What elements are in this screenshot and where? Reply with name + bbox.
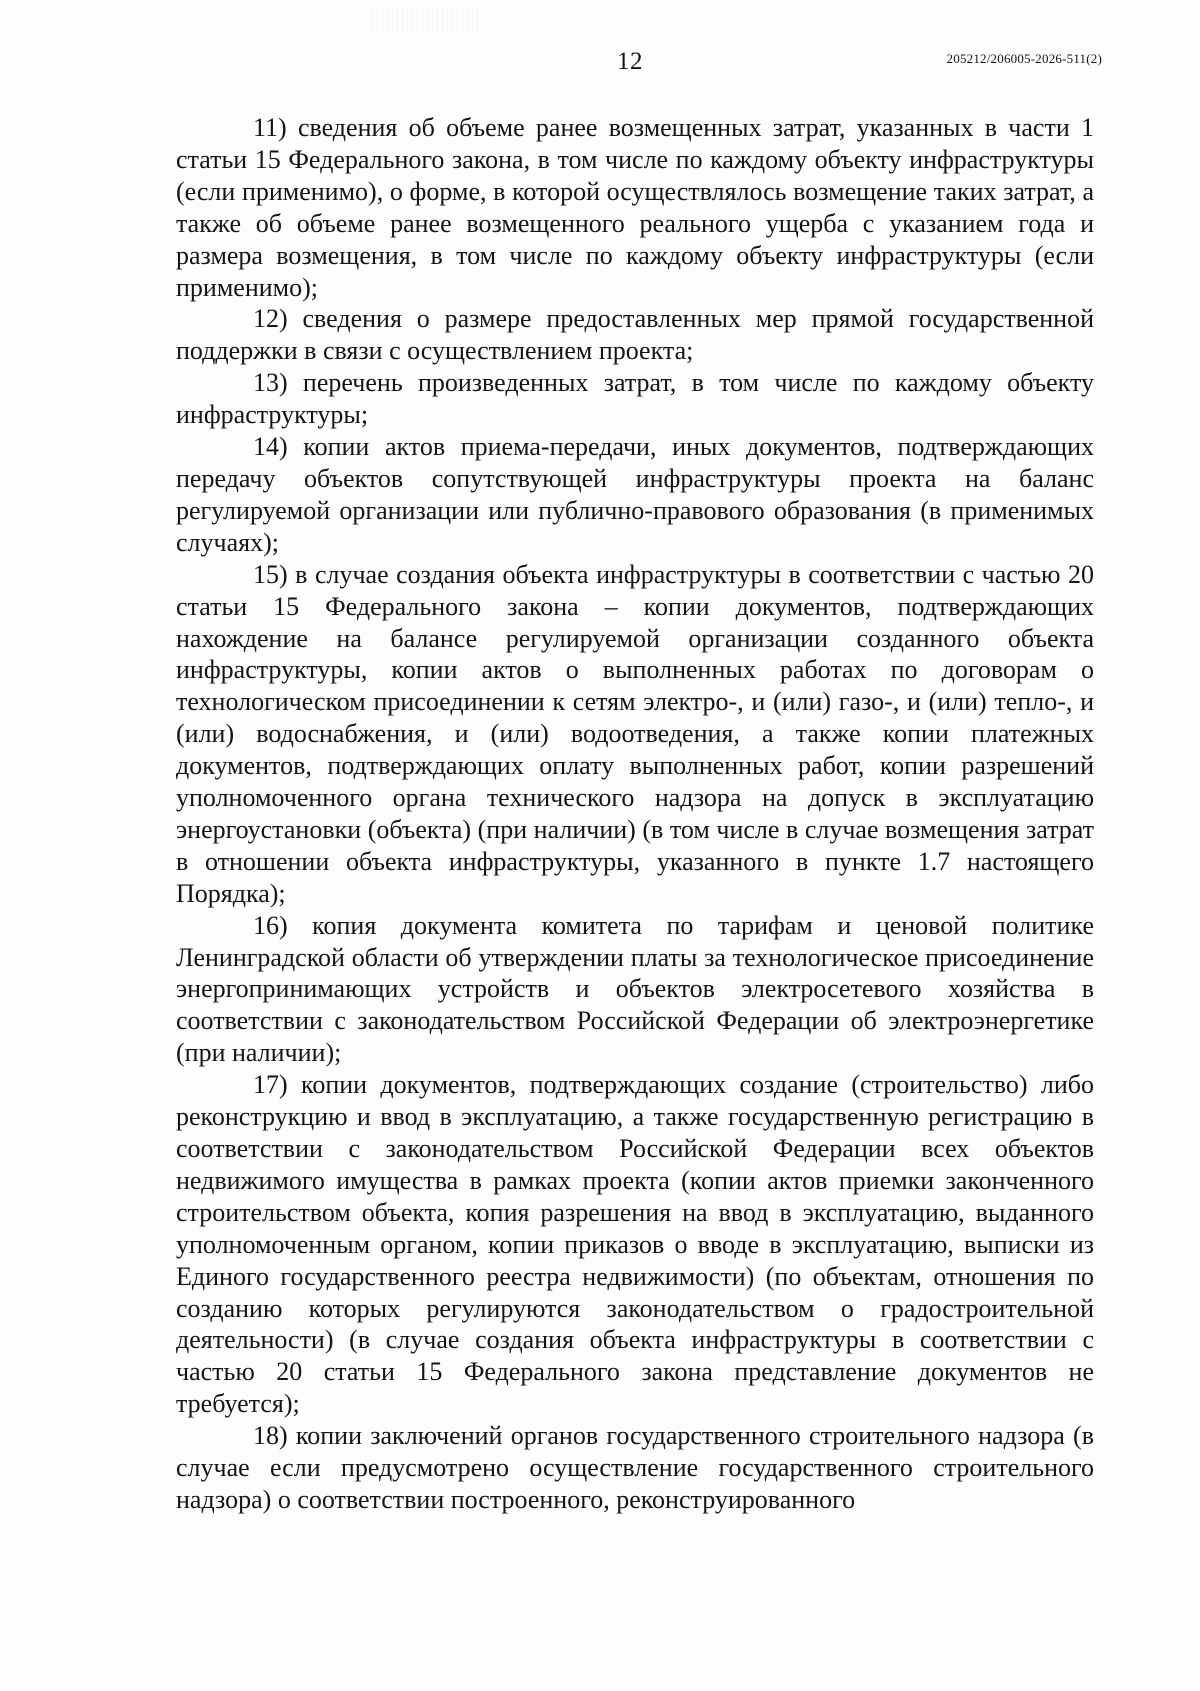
document-id: 205212/206005-2026-511(2) — [946, 51, 1102, 66]
page-number: 12 — [617, 48, 643, 75]
paragraph-item-17: 17) копии документов, подтверждающих создание (строительство) либо реконструкцию и ввод в эксплуатацию, а также государственную регистрацию в соответствии с законодательством Российской Федерации всех объектов недвижимого имущества в рамках проекта (копии актов приемки законченного строительством объекта, копия разрешения на ввод в эксплуатацию, выданного уполномоченным органом, копии приказов о вводе в эксплуатацию, выписки из Единого государственного реестра недвижимости) (по объектам, отношения по созданию которых регулируются законодательством о градостроительной деятельности) (в случае создания объекта инфраструктуры в соответствии с частью 20 статьи 15 Федерального закона представление документов не требуется); — [176, 1070, 1094, 1419]
scan-artifact — [372, 6, 482, 32]
paragraph-item-15: 15) в случае создания объекта инфраструктуры в соответствии с частью 20 статьи 15 Федерального закона – копии документов, подтверждающих нахождение на балансе регулируемой организации созданного объекта инфраструктуры, копии актов о выполненных работах по договорам о технологическом присоединении к сетям электро-, и (или) газо-, и (или) тепло-, и (или) водоснабжения, и (или) водоотведения, а также копии платежных документов, подтверждающих оплату выполненных работ, копии разрешений уполномоченного органа технического надзора на допуск в эксплуатацию энергоустановки (объекта) (при наличии) (в том числе в случае возмещения затрат в отношении объекта инфраструктуры, указанного в пункте 1.7 настоящего Порядка); — [176, 559, 1094, 908]
document-body — [176, 112, 1094, 1516]
paragraph-item-18: 18) копии заключений органов государственного строительного надзора (в случае если предусмотрено осуществление государственного строительного надзора) о соответствии построенного, реконструированного — [176, 1421, 1094, 1514]
paragraph-item-11: 11) сведения об объеме ранее возмещенных затрат, указанных в части 1 статьи 15 Федерального закона, в том числе по каждому объекту инфраструктуры (если применимо), о форме, в которой осуществлялось возмещение таких затрат, а также об объеме ранее возмещенного реального ущерба с указанием года и размера возмещения, в том числе по каждому объекту инфраструктуры (если применимо); — [176, 113, 1094, 302]
paragraph-item-13: 13) перечень произведенных затрат, в том числе по каждому объекту инфраструктуры; — [176, 368, 1094, 430]
paragraph-item-16: 16) копия документа комитета по тарифам и ценовой политике Ленинградской области об утверждении платы за технологическое присоединение энергопринимающих устройств и объектов электросетевого хозяйства в соответствии с законодательством Российской Федерации об электроэнергетике (при наличии); — [176, 910, 1094, 1068]
paragraph-item-12: 12) сведения о размере предоставленных мер прямой государственной поддержки в связи с осуществлением проекта; — [176, 304, 1094, 366]
paragraph-item-14: 14) копии актов приема-передачи, иных документов, подтверждающих передачу объектов сопутствующей инфраструктуры проекта на баланс регулируемой организации или публично-правового образования (в применимых случаях); — [176, 432, 1094, 557]
